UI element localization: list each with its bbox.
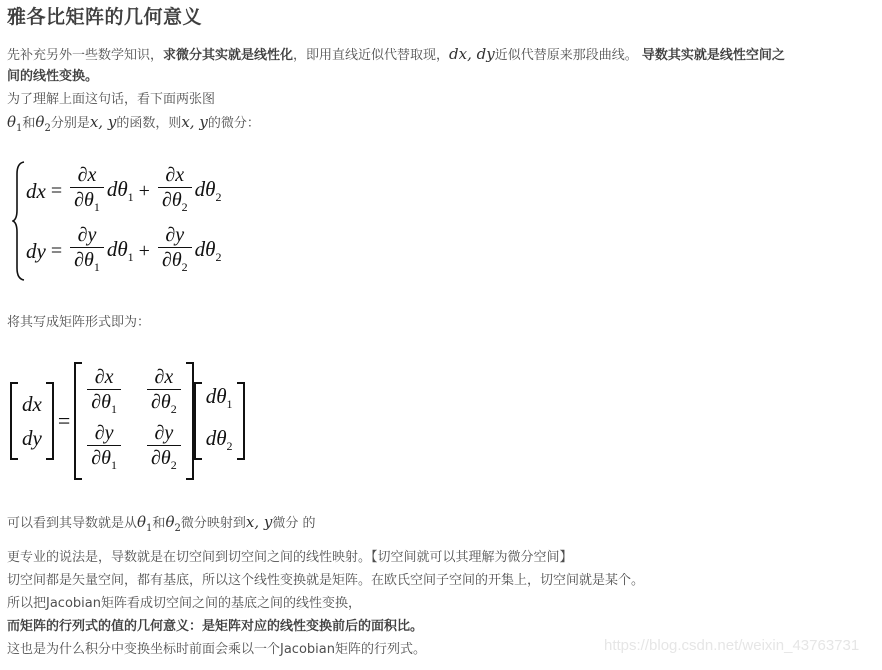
math-theta2: $\theta_2$ — [35, 113, 51, 134]
math-dx-dy: dx, dy — [449, 45, 495, 63]
intro-text: 近似代替原来那段曲线。 — [494, 48, 642, 63]
bold-determinant-text: 而矩阵的行列式的值的几何意义：是矩阵对应的线性变换前后的面积比。 — [7, 619, 424, 634]
intro-text: 的微分： — [207, 116, 260, 131]
left-brace-icon — [12, 160, 26, 282]
intro-text: 先补充另外一些数学知识， — [7, 48, 164, 63]
matrix-intro-text: 将其写成矩阵形式即为： — [7, 315, 151, 330]
rhs-vector: $d\theta_1$ $d\theta_2$ — [194, 382, 245, 460]
fraction: $\frac{\partial x}{\partial\theta_2}$ — [158, 163, 192, 219]
jacobian-matrix-equation — [10, 360, 245, 482]
page-title: 雅各比矩阵的几何意义 — [7, 6, 203, 28]
differential-equation-system — [12, 160, 252, 282]
intro-bold-linearization: 求微分其实就是线性化 — [163, 48, 294, 63]
jacobian-cell: $\frac{\partial y}{\partial\theta_2}$ — [147, 421, 181, 477]
jacobian-matrix — [74, 362, 193, 480]
jacobian-cell: $\frac{\partial x}{\partial\theta_2}$ — [147, 365, 181, 421]
jacobian-cell: $\frac{\partial y}{\partial\theta_1}$ — [87, 421, 121, 477]
math-xy: x, y — [181, 113, 208, 131]
intro-bold-continued: 间的线性变换。 — [7, 69, 99, 84]
watermark: https://blog.csdn.net/weixin_43763731 — [604, 637, 860, 654]
conclusion-line: 可以看到其导数就是从$\theta_1$和$\theta_2$微分映射到x, y微分 的 — [7, 513, 316, 534]
jacobian-cell: $\frac{\partial x}{\partial\theta_1}$ — [87, 365, 121, 421]
equals-sign: = — [57, 408, 71, 433]
intro-line-3: 为了理解上面这句话，看下面两张图 — [7, 92, 216, 107]
fraction: $\frac{\partial x}{\partial\theta_1}$ — [70, 163, 104, 219]
paragraph-vector-space: 切空间都是矢量空间，都有基底，所以这个线性变换就是矩阵。在欧氏空间子空间的开集上，切空间就是某个。 — [7, 573, 645, 588]
math-xy: x, y — [89, 113, 117, 131]
paragraph-tangent-space: 更专业的说法是，导数就是在切空间到切空间之间的线性映射。【切空间就可以其理解为微分空间】 — [7, 550, 573, 565]
math-theta1: $\theta_1$ — [7, 113, 23, 134]
paragraph-determinant-meaning — [7, 616, 423, 638]
paragraph-integration: 这也是为什么积分中变换坐标时前面会乘以一个Jacobian矩阵的行列式。 — [7, 642, 426, 657]
intro-text: ，即用直线近似代替取现， — [293, 48, 450, 63]
intro-bold-derivative: 导数其实就是线性空间之 — [641, 48, 785, 63]
intro-text: 分别是 — [50, 116, 90, 131]
fraction: $\frac{\partial y}{\partial\theta_2}$ — [158, 223, 192, 279]
intro-line-1 — [7, 43, 785, 67]
intro-line-2 — [7, 66, 98, 88]
intro-text: 的函数，则 — [116, 116, 182, 131]
equation-row-dx: dx = $\frac{\partial x}{\partial\theta_1}$ $d\theta_1$ + $\frac{\partial x}{\partial\theta_2}$ $d\theta_2$ — [26, 162, 221, 220]
intro-text: 和 — [22, 116, 36, 131]
lhs-vector: dx dy — [10, 382, 54, 460]
equation-row-dy: dy = $\frac{\partial y}{\partial\theta_1}$ $d\theta_1$ + $\frac{\partial y}{\partial\theta_2}$ $d\theta_2$ — [26, 222, 221, 280]
paragraph-jacobian-basis: 所以把Jacobian矩阵看成切空间之间的基底之间的线性变换， — [7, 596, 361, 611]
fraction: $\frac{\partial y}{\partial\theta_1}$ — [70, 223, 104, 279]
intro-line-4 — [7, 111, 260, 140]
